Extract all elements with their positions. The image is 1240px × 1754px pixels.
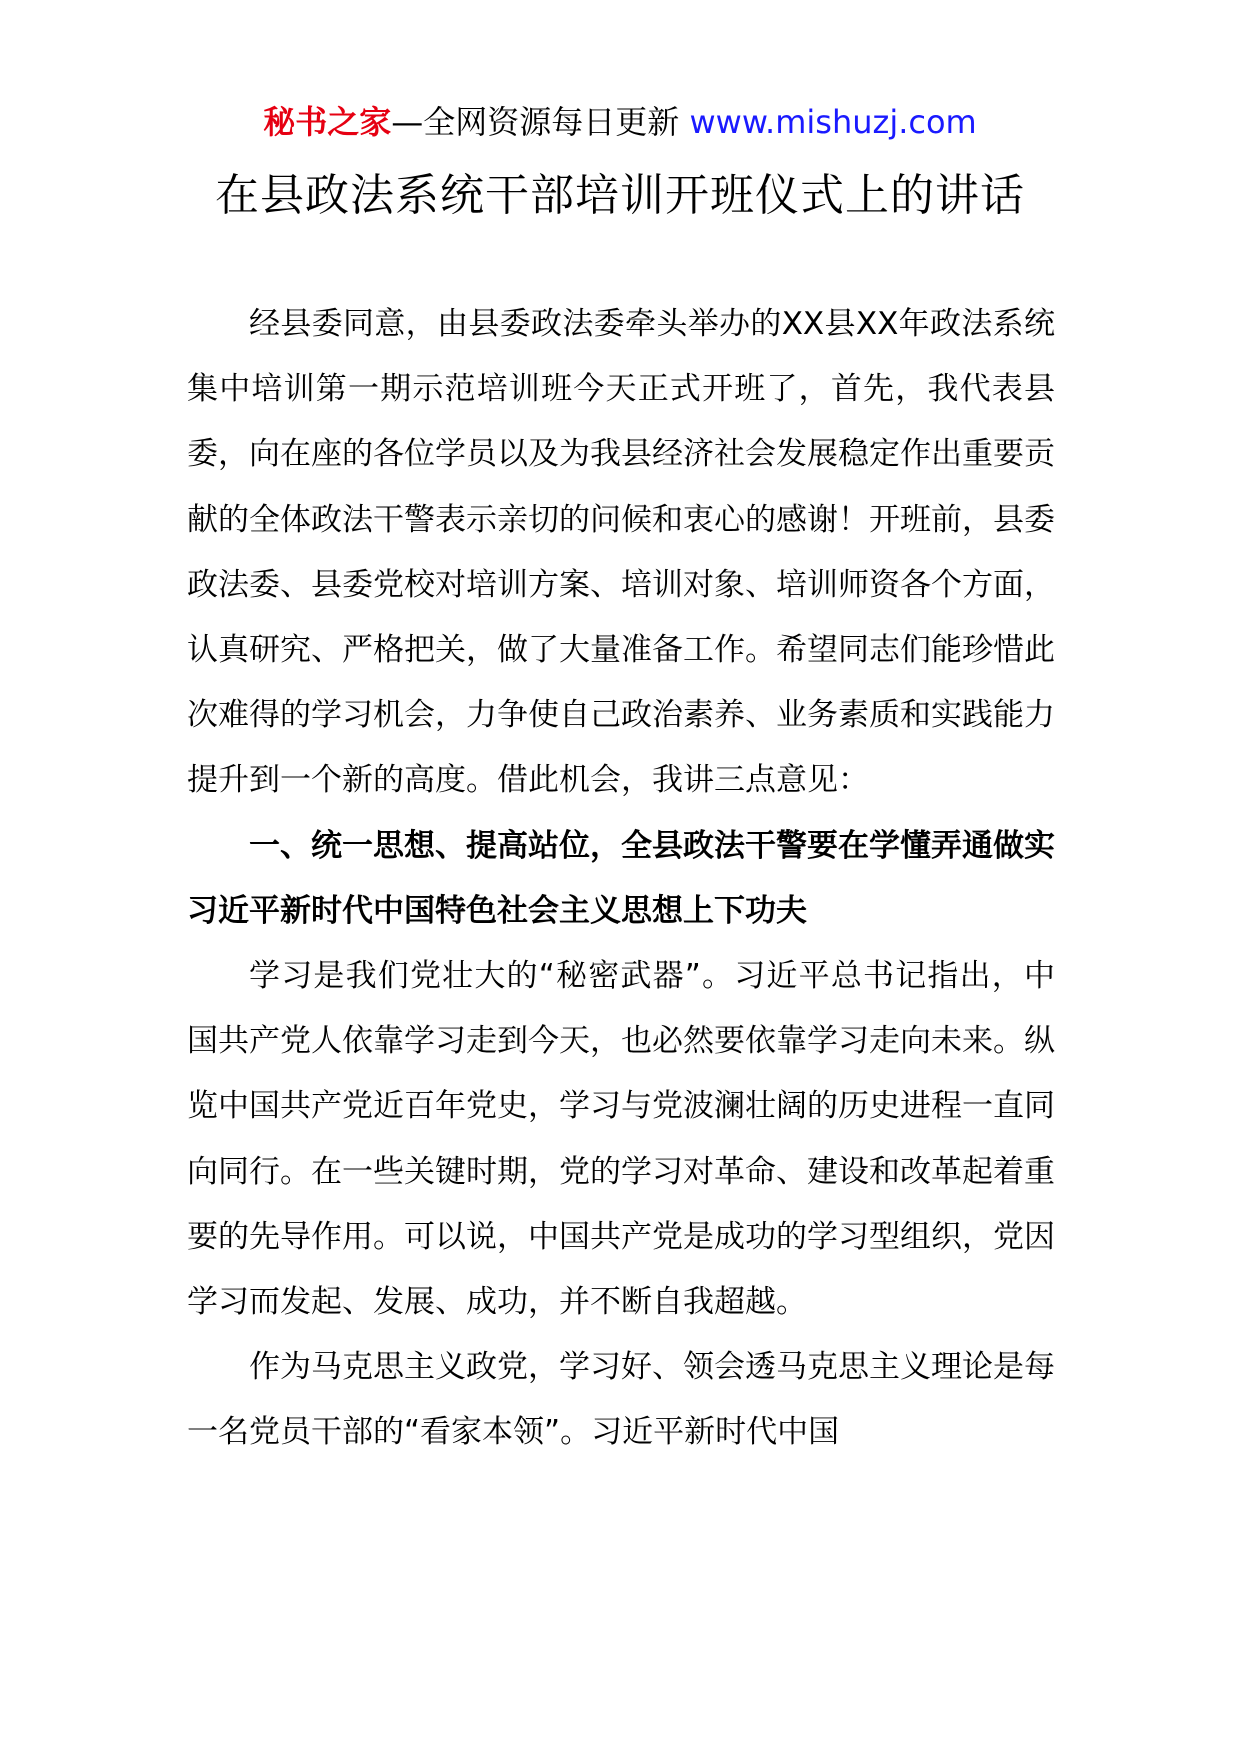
header-tagline: —全网资源每日更新 <box>391 103 680 141</box>
section-heading-1: 一、统一思想、提高站位，全县政法干警要在学懂弄通做实习近平新时代中国特色社会主义思想上下功夫 <box>187 827 1055 929</box>
document-body <box>187 292 1055 1466</box>
paragraph-learning: 学习是我们党壮大的“秘密武器”。习近平总书记指出，中国共产党人依靠学习走到今天，也必然要依靠学习走向未来。纵览中国共产党近百年党史，学习与党波澜壮阔的历史进程一直同向同行。在一些关键时期，党的学习对革命、建设和改革起着重要的先导作用。可以说，中国共产党是成功的学习型组织，党因学习而发起、发展、成功，并不断自我超越。 <box>187 958 1055 1321</box>
site-url-link[interactable]: www.mishuzj.com <box>689 103 977 141</box>
document-title: 在县政法系统干部培训开班仪式上的讲话 <box>215 170 1025 221</box>
brand-name: 秘书之家 <box>263 103 392 141</box>
site-header <box>0 98 1240 146</box>
paragraph-marxism: 作为马克思主义政党，学习好、领会透马克思主义理论是每一名党员干部的“看家本领”。习近平新时代中国 <box>187 1349 1055 1451</box>
paragraph-intro: 经县委同意，由县委政法委牵头举办的XX县XX年政法系统集中培训第一期示范培训班今天正式开班了，首先，我代表县委，向在座的各位学员以及为我县经济社会发展稳定作出重要贡献的全体政法干警表示亲切的问候和衷心的感谢！开班前，县委政法委、县委党校对培训方案、培训对象、培训师资各个方面，认真研究、严格把关，做了大量准备工作。希望同志们能珍惜此次难得的学习机会，力争使自己政治素养、业务素质和实践能力提升到一个新的高度。借此机会，我讲三点意见： <box>187 306 1055 799</box>
